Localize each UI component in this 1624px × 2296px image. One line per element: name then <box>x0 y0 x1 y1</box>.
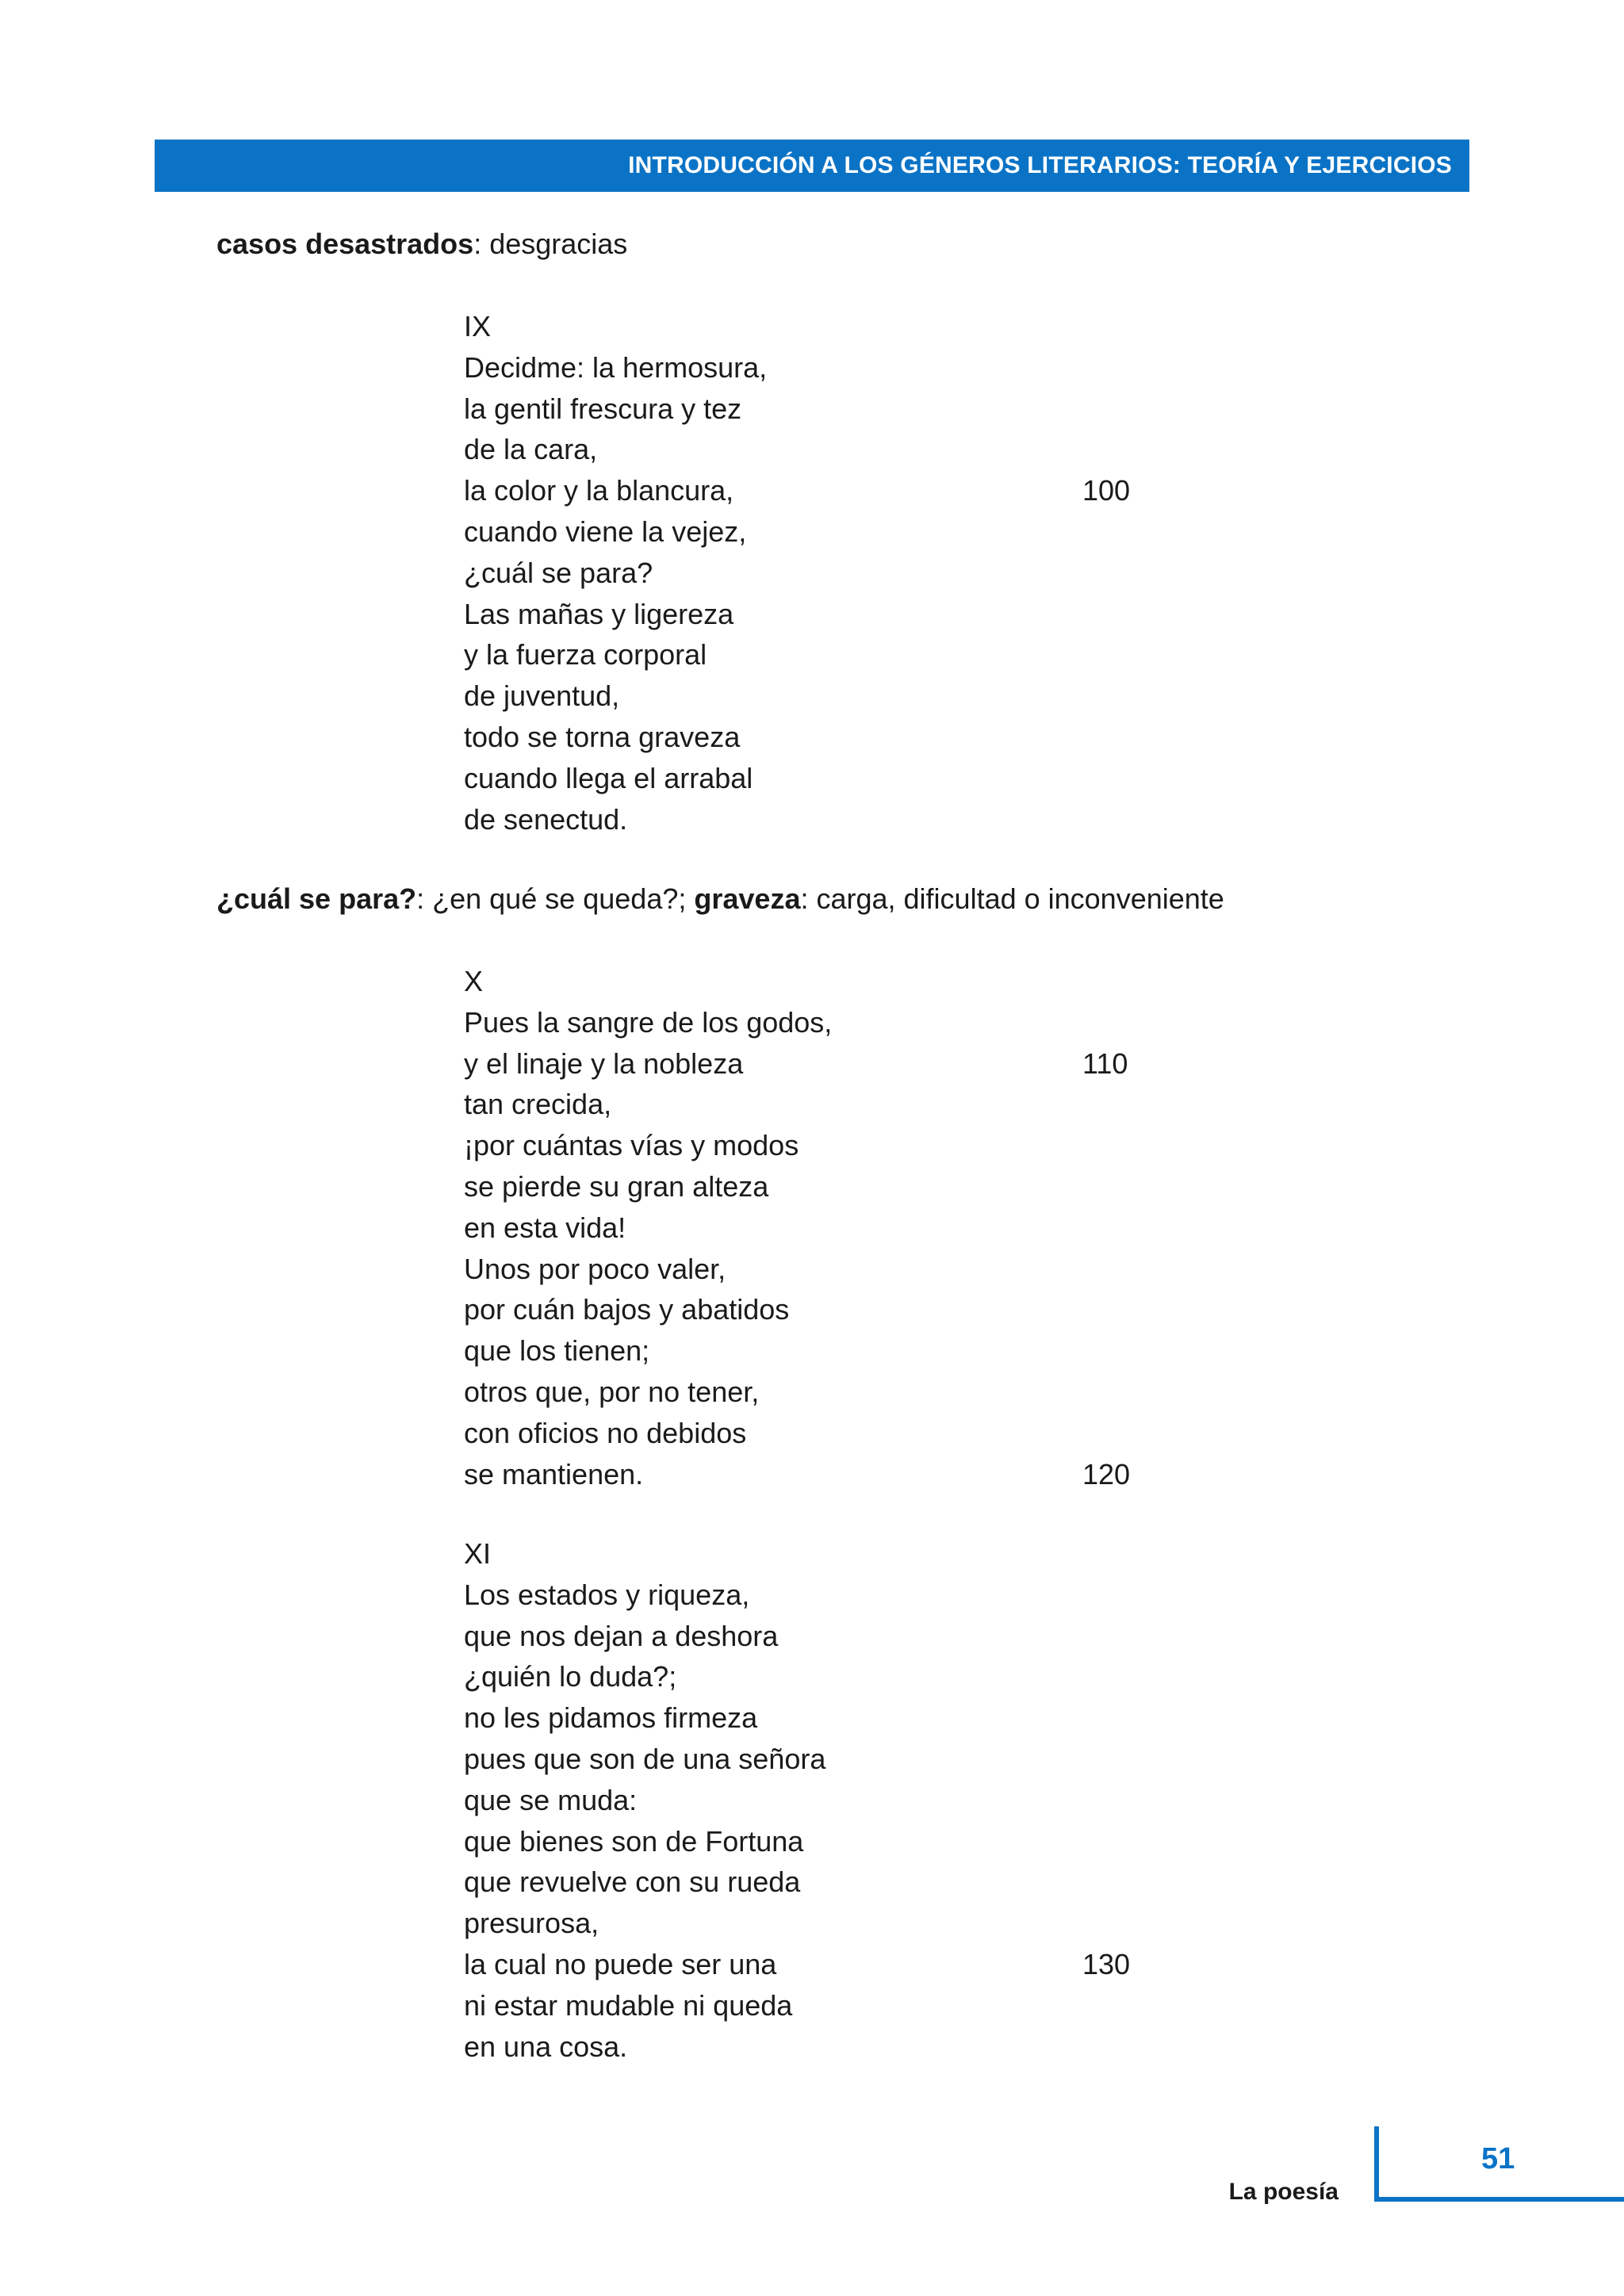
poem-line <box>464 1739 1178 1780</box>
poem-line <box>464 1903 1178 1944</box>
poem-line-text: presurosa, <box>464 1907 599 1940</box>
poem-line-text: ¿quién lo duda?; <box>464 1660 677 1693</box>
gloss-term: casos desastrados <box>216 228 474 260</box>
poem-line-text: con oficios no debidos <box>464 1416 747 1449</box>
poem-line-text: y el linaje y la nobleza <box>464 1047 744 1080</box>
poem-line-text: otros que, por no tener, <box>464 1375 760 1408</box>
poem-line-text: ni estar mudable ni queda <box>464 1988 793 2022</box>
poem-line <box>464 1002 1178 1043</box>
line-number: 130 <box>1082 1947 1131 1980</box>
poem-line <box>464 1454 1178 1495</box>
poem-line-text: ¿cuál se para? <box>464 556 653 589</box>
poem-line <box>464 758 1178 799</box>
poem-line-text: la cual no puede ser una <box>464 1947 777 1980</box>
footer-section-title: La poesía <box>1228 2179 1339 2205</box>
poem-line <box>464 511 1178 553</box>
poem-line <box>464 1166 1178 1207</box>
line-number: 100 <box>1082 474 1131 507</box>
poem-line-text: ¡por cuántas vías y modos <box>464 1129 799 1162</box>
poem-line <box>464 553 1178 594</box>
poem-line-text: Decidme: la hermosura, <box>464 350 768 384</box>
page-number: 51 <box>1481 2142 1515 2175</box>
poem-line-text: de juventud, <box>464 679 620 713</box>
poem-line <box>464 1697 1178 1739</box>
poem-line <box>464 675 1178 717</box>
poem-line <box>464 1985 1178 2026</box>
poem-line <box>464 1862 1178 1903</box>
poem-line-text: que los tienen; <box>464 1334 650 1368</box>
stanza-ix <box>464 306 1178 840</box>
stanza-numeral: XI <box>464 1537 492 1570</box>
poem-line-text: en una cosa. <box>464 2030 628 2063</box>
poem-line <box>464 470 1178 511</box>
line-number: 120 <box>1082 1457 1131 1490</box>
poem-line <box>464 1043 1178 1085</box>
poem-line-text: cuando viene la vejez, <box>464 515 747 548</box>
poem-line-text: que se muda: <box>464 1783 638 1816</box>
poem-line-text: que nos dejan a deshora <box>464 1619 779 1652</box>
gloss-definition: : ¿en qué se queda?; <box>416 882 695 915</box>
poem-line <box>464 1616 1178 1657</box>
stanza-numeral: IX <box>464 310 492 342</box>
poem-line <box>464 1125 1178 1166</box>
running-header-title: INTRODUCCIÓN A LOS GÉNEROS LITERARIOS: TEORÍA Y EJERCICIOS <box>628 152 1452 178</box>
poem-line-text: que bienes son de Fortuna <box>464 1824 804 1858</box>
poem-line-text: y la fuerza corporal <box>464 638 707 672</box>
poem-line <box>464 1249 1178 1290</box>
line-number: 110 <box>1082 1047 1128 1080</box>
stanza-x <box>464 961 1178 1494</box>
gloss-term: ¿cuál se para? <box>216 882 417 915</box>
poem-line <box>464 347 1178 388</box>
poem-line-text: no les pidamos firmeza <box>464 1701 758 1735</box>
poem-line-text: que revuelve con su rueda <box>464 1866 801 1899</box>
poem-line <box>464 1207 1178 1249</box>
poem-line-text: se mantienen. <box>464 1457 644 1490</box>
poem-line-text: Unos por poco valer, <box>464 1252 726 1285</box>
gloss-note-2 <box>216 878 1224 920</box>
poem-line <box>464 1944 1178 1985</box>
poem-line <box>464 2026 1178 2068</box>
poem-line <box>464 1780 1178 1821</box>
poem-line <box>464 1084 1178 1125</box>
poem-line-text: pues que son de una señora <box>464 1742 826 1775</box>
running-header-bar <box>155 140 1469 192</box>
gloss-term: graveza <box>694 882 801 915</box>
poem-line <box>464 1289 1178 1330</box>
poem-line <box>464 1656 1178 1697</box>
gloss-note-1 <box>216 224 627 265</box>
poem-line-text: la color y la blancura, <box>464 474 734 507</box>
poem-line-text: Las mañas y ligereza <box>464 597 734 630</box>
gloss-definition: : desgracias <box>473 228 628 260</box>
stanza-numeral: X <box>464 965 484 997</box>
poem-line <box>464 634 1178 675</box>
poem-line-text: por cuán bajos y abatidos <box>464 1293 790 1326</box>
poem-line <box>464 717 1178 758</box>
poem-line <box>464 429 1178 470</box>
poem-line-text: tan crecida, <box>464 1088 612 1121</box>
poem-line <box>464 799 1178 840</box>
poem-line-text: de senectud. <box>464 802 628 836</box>
poem-line-text: cuando llega el arrabal <box>464 761 753 794</box>
poem-line <box>464 1413 1178 1454</box>
poem-line <box>464 1372 1178 1413</box>
poem-line <box>464 1575 1178 1616</box>
poem-line <box>464 1821 1178 1862</box>
poem-line-text: se pierde su gran alteza <box>464 1169 769 1203</box>
poem-line-text: Los estados y riqueza, <box>464 1578 750 1611</box>
poem-line-text: Pues la sangre de los godos, <box>464 1005 833 1039</box>
stanza-xi <box>464 1533 1178 2067</box>
poem-line-text: en esta vida! <box>464 1211 626 1244</box>
poem-line-text: de la cara, <box>464 433 598 466</box>
poem-line <box>464 594 1178 635</box>
poem-line-text: la gentil frescura y tez <box>464 392 742 425</box>
gloss-definition: : carga, dificultad o inconveniente <box>800 882 1224 915</box>
poem-line <box>464 1330 1178 1372</box>
poem-line <box>464 388 1178 430</box>
poem-line-text: todo se torna graveza <box>464 720 741 753</box>
